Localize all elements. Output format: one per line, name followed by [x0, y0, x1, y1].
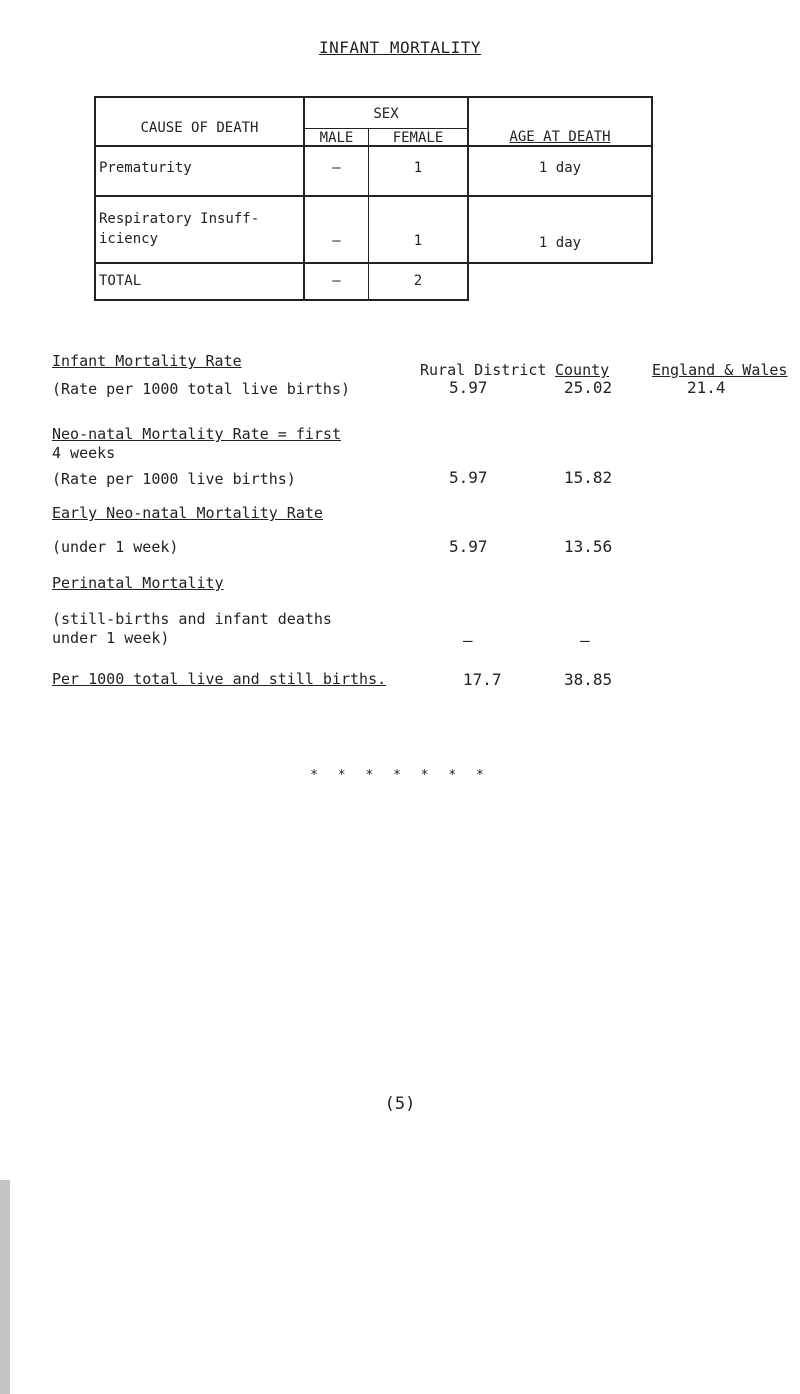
header-sex: SEX	[373, 106, 399, 122]
header-age: AGE AT DEATH	[509, 129, 611, 145]
neonatal-sub: (Rate per 1000 live births)	[52, 470, 296, 488]
perinatal-sub: (still-births and infant deaths	[52, 610, 332, 628]
header-male: MALE	[319, 130, 354, 146]
row-female: 1	[413, 160, 423, 176]
header-cause: CAUSE OF DEATH	[140, 120, 259, 136]
early-rural: 5.97	[449, 537, 488, 556]
perinatal-county: –	[580, 631, 590, 650]
perinatal-rural: –	[463, 631, 473, 650]
separator-stars: * * * * * * *	[310, 768, 490, 783]
row-male: –	[332, 233, 341, 249]
column-header-england: England & Wales	[652, 361, 788, 379]
neonatal-rural: 5.97	[449, 468, 488, 487]
scan-edge-shadow	[0, 1180, 10, 1394]
neonatal-heading: Neo-natal Mortality Rate = first	[52, 425, 341, 443]
early-county: 13.56	[564, 537, 613, 556]
column-header-rural: Rural District	[420, 361, 547, 379]
row-cause: Prematurity	[99, 160, 192, 176]
infant-heading: Infant Mortality Rate	[52, 352, 242, 370]
total-female: 2	[413, 273, 423, 289]
column-header-county: County	[555, 361, 610, 379]
infant-rural: 5.97	[449, 378, 488, 397]
row-age: 1 day	[538, 160, 582, 176]
row-age: 1 day	[538, 235, 582, 251]
infant-county: 25.02	[564, 378, 613, 397]
page-title: INFANT MORTALITY	[318, 38, 482, 57]
total-male: –	[332, 273, 341, 289]
infant-england: 21.4	[687, 378, 726, 397]
row-female: 1	[413, 233, 423, 249]
perinatal-heading: Perinatal Mortality	[52, 574, 224, 592]
page-number: (5)	[384, 1094, 416, 1114]
infant-sub: (Rate per 1000 total live births)	[52, 380, 351, 398]
per1000-county: 38.85	[564, 670, 613, 689]
row-cause: Respiratory Insuff-	[99, 211, 260, 227]
perinatal-sub-continued: under 1 week)	[52, 629, 170, 647]
row-male: –	[332, 160, 341, 176]
total-label: TOTAL	[99, 273, 142, 289]
early-sub: (under 1 week)	[52, 538, 179, 556]
row-cause-continued: iciency	[99, 231, 159, 247]
header-female: FEMALE	[392, 130, 444, 146]
per1000-label: Per 1000 total live and still births.	[52, 670, 387, 688]
neonatal-county: 15.82	[564, 468, 613, 487]
early-heading: Early Neo-natal Mortality Rate	[52, 504, 323, 522]
neonatal-heading-continued: 4 weeks	[52, 444, 116, 462]
per1000-rural: 17.7	[463, 670, 502, 689]
